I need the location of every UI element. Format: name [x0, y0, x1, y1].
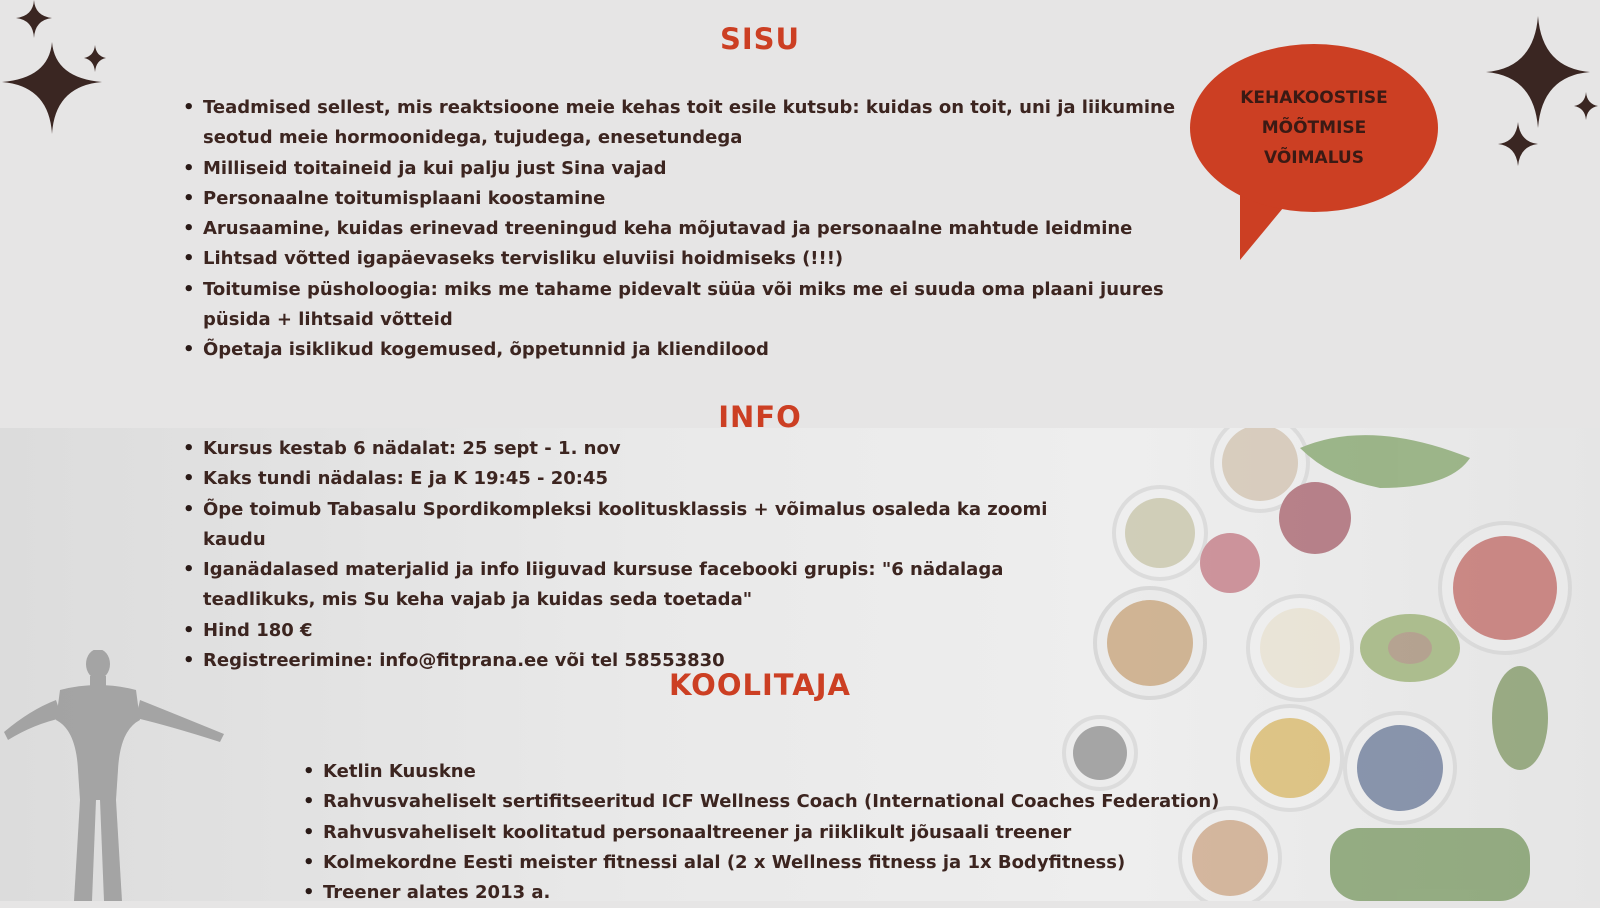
list-item: • Milliseid toitaineid ja kui palju just Sina vajad: [203, 154, 1193, 184]
speech-bubble: [1190, 44, 1438, 212]
list-item: • Rahvusvaheliselt sertifitseeritud ICF Wellness Coach (International Coaches Federation): [323, 787, 1223, 817]
info-list: [203, 434, 1103, 676]
list-item: • Õpe toimub Tabasalu Spordikompleksi koolitusklassis + võimalus osaleda ka zoomi kaudu: [203, 495, 1103, 556]
list-item: • Treener alates 2013 a.: [323, 878, 1223, 908]
speech-bubble-text: KEHAKOOSTISE MÕÕTMISE VÕIMALUS: [1240, 88, 1388, 168]
list-item: • Arusaamine, kuidas erinevad treeningud keha mõjutavad ja personaalne mahtude leidmine: [203, 214, 1193, 244]
list-item: • Ketlin Kuuskne: [323, 757, 1223, 787]
list-item: • Personaalne toitumisplaani koostamine: [203, 184, 1193, 214]
section-title-info: INFO: [718, 400, 802, 434]
list-item: • Iganädalased materjalid ja info liiguvad kursuse facebooki grupis: "6 nädalaga teadlikuks, mis Su keha vajab ja kuidas seda toetada": [203, 555, 1103, 616]
list-item: • Registreerimine: info@fitprana.ee või tel 58553830: [203, 646, 1103, 676]
list-item: • Kolmekordne Eesti meister fitnessi alal (2 x Wellness fitness ja 1x Bodyfitness): [323, 848, 1223, 878]
list-item: • Kaks tundi nädalas: E ja K 19:45 - 20:45: [203, 464, 1103, 494]
list-item: • Rahvusvaheliselt koolitatud personaaltreener ja riiklikult jõusaali treener: [323, 818, 1223, 848]
sisu-list: [203, 93, 1193, 366]
section-title-koolitaja: KOOLITAJA: [669, 668, 851, 702]
list-item: • Hind 180 €: [203, 616, 1103, 646]
section-title-sisu: SISU: [719, 22, 801, 56]
list-item: • Teadmised sellest, mis reaktsioone meie kehas toit esile kutsub: kuidas on toit, uni ja liikumine seotud meie hormoonidega, tujudega, enesetundega: [203, 93, 1193, 154]
sparkle-icon: [0, 0, 120, 140]
list-item: • Kursus kestab 6 nädalat: 25 sept - 1. nov: [203, 434, 1103, 464]
koolitaja-list: [323, 757, 1223, 908]
list-item: • Toitumise püsholoogia: miks me tahame pidevalt süüa või miks me ei suuda oma plaani juures püsida + lihtsaid võtteid: [203, 275, 1193, 336]
list-item: • Lihtsad võtted igapäevaseks tervisliku eluviisi hoidmiseks (!!!): [203, 244, 1193, 274]
list-item: • Õpetaja isiklikud kogemused, õppetunnid ja kliendilood: [203, 335, 1193, 365]
